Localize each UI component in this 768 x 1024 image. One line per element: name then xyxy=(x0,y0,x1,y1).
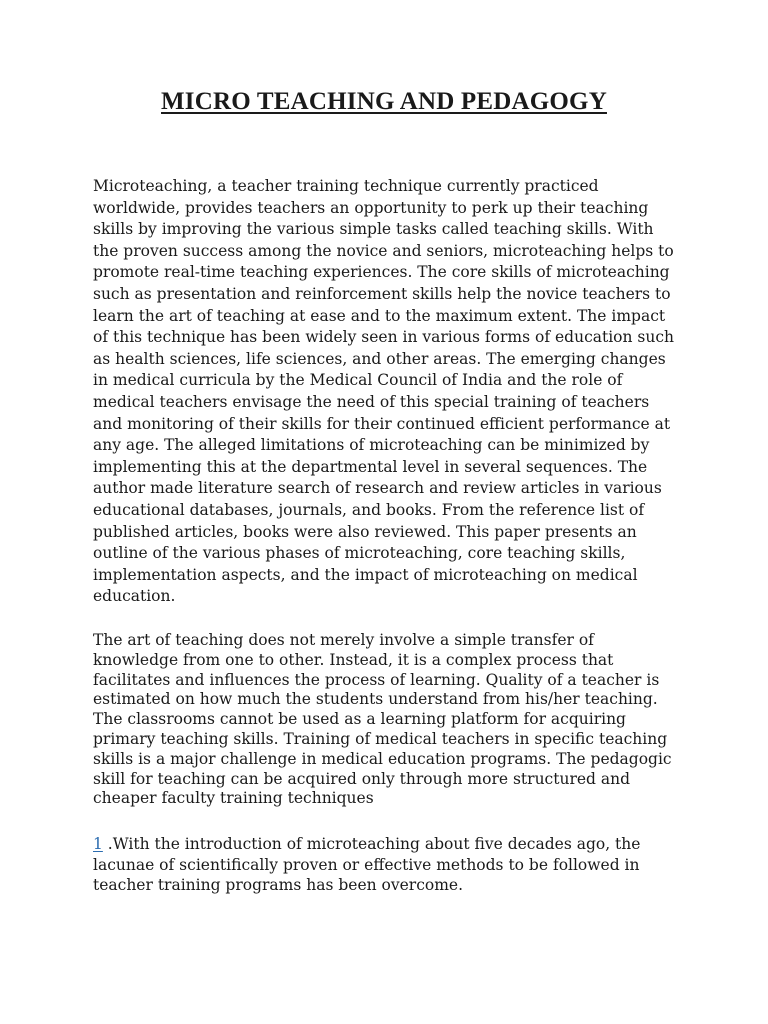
paragraph-microteaching-history xyxy=(93,834,683,896)
paragraph-abstract: Microteaching, a teacher training technique currently practiced worldwide, provides teachers an opportunity to perk up their teaching skills by improving the various simple tasks called teaching skills. With the proven success among the novice and seniors, microteaching helps to promote real-time teaching experiences. The core skills of microteaching such as presentation and reinforcement skills help the novice teachers to learn the art of teaching at ease and to the maximum extent. The impact of this technique has been widely seen in various forms of education such as health sciences, life sciences, and other areas. The emerging changes in medical curricula by the Medical Council of India and the role of medical teachers envisage the need of this special training of teachers and monitoring of their skills for their continued efficient performance at any age. The alleged limitations of microteaching can be minimized by implementing this at the departmental level in several sequences. The author made literature search of research and review articles in various educational databases, journals, and books. From the reference list of published articles, books were also reviewed. This paper presents an outline of the various phases of microteaching, core teaching skills, implementation aspects, and the impact of microteaching on medical education. xyxy=(93,177,675,606)
reference-link-1[interactable]: 1 xyxy=(93,835,103,853)
document-title xyxy=(0,88,768,116)
document-title-text: MICRO TEACHING AND PEDAGOGY xyxy=(161,88,607,115)
paragraph-3-text: .With the introduction of microteaching about five decades ago, the lacunae of scientifically proven or effective methods to be followed in teacher training programs has been overcome. xyxy=(93,835,641,894)
paragraph-introduction: The art of teaching does not merely involve a simple transfer of knowledge from one to other. Instead, it is a complex process that facilitates and influences the process of learning. Quality of a teacher is estimated on how much the students understand from his/her teaching. The classrooms cannot be used as a learning platform for acquiring primary teaching skills. Training of medical teachers in specific teaching skills is a major challenge in medical education programs. The pedagogic skill for teaching can be acquired only through more structured and cheaper faculty training techniques xyxy=(93,631,672,808)
